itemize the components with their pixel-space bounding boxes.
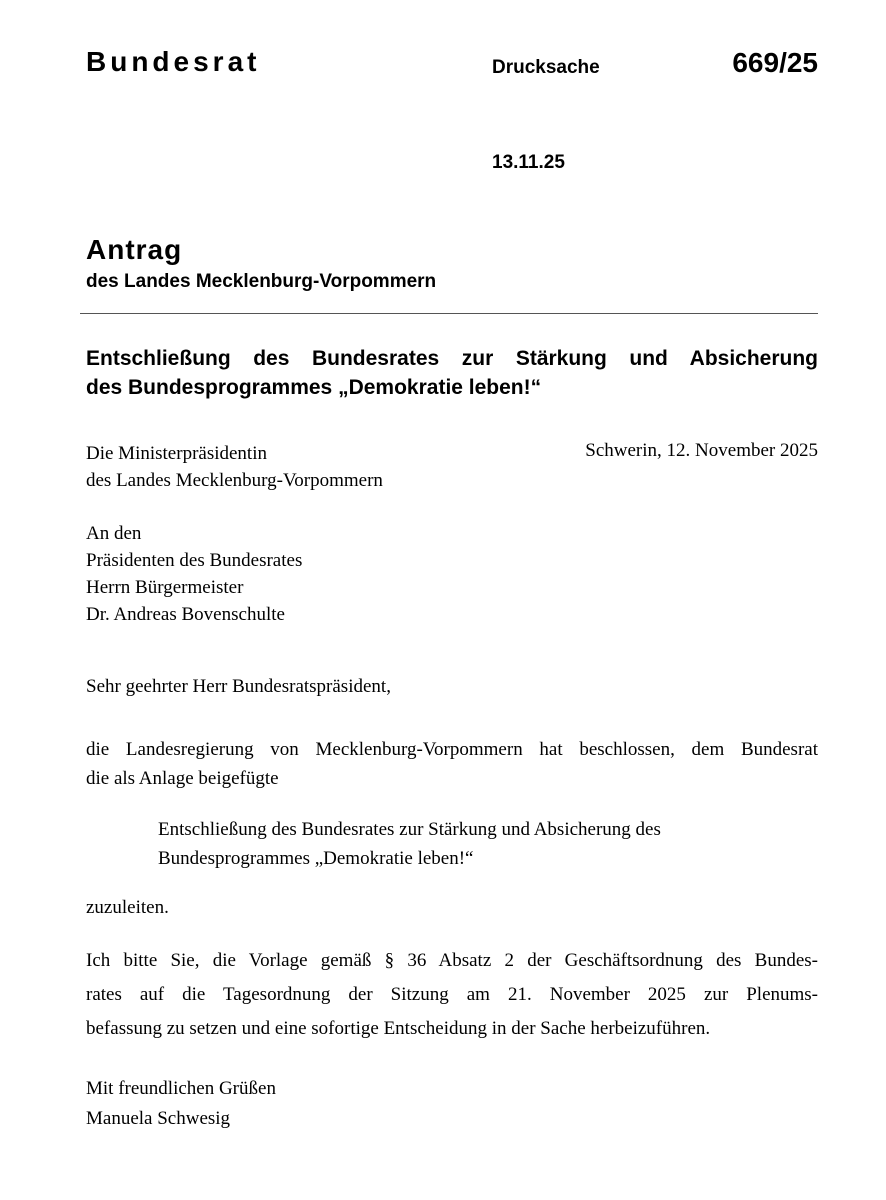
header-divider (80, 313, 818, 314)
quoted-title (158, 815, 661, 873)
subject-title (86, 344, 818, 402)
paragraph-2-line-1: Ich bitte Sie, die Vorlage gemäß § 36 Absatz 2 der Geschäftsordnung des Bundes- (86, 950, 818, 971)
sender-block (86, 440, 383, 494)
recipient-line-3: Herrn Bürgermeister (86, 577, 244, 598)
subject-title-line-1: Entschließung des Bundesrates zur Stärkung und Absicherung (86, 347, 818, 370)
institution-name: Bundesrat (86, 46, 261, 77)
document-date: 13.11.25 (492, 152, 565, 173)
closing-block (86, 1074, 276, 1134)
paragraph-2-line-3: befassung zu setzen und eine sofortige Entscheidung in der Sache herbeizuführen. (86, 1018, 711, 1039)
quoted-title-line-1: Entschließung des Bundesrates zur Stärkung und Absicherung des (158, 819, 661, 840)
drucksache-label: Drucksache (492, 57, 600, 78)
subject-title-line-2: des Bundesprogrammes „Demokratie leben!“ (86, 376, 542, 399)
signatory-name: Manuela Schwesig (86, 1108, 231, 1129)
closing-greeting: Mit freundlichen Grüßen (86, 1078, 276, 1099)
recipient-block (86, 520, 302, 628)
paragraph-2-line-2: rates auf die Tagesordnung der Sitzung am 21. November 2025 zur Plenums- (86, 984, 818, 1005)
antrag-heading: Antrag (86, 234, 183, 265)
recipient-line-1: An den (86, 523, 142, 544)
quoted-title-line-2: Bundesprogrammes „Demokratie leben!“ (158, 848, 474, 869)
zuzuleiten-text: zuzuleiten. (86, 897, 169, 918)
paragraph-1-line-2: die als Anlage beigefügte (86, 768, 279, 789)
place-date: Schwerin, 12. November 2025 (585, 440, 818, 461)
sender-line-1: Die Ministerpräsidentin (86, 443, 267, 464)
paragraph-2 (86, 944, 818, 1046)
antrag-subtitle: des Landes Mecklenburg-Vorpommern (86, 271, 437, 292)
recipient-line-4: Dr. Andreas Bovenschulte (86, 604, 285, 625)
paragraph-1-line-1: die Landesregierung von Mecklenburg-Vorpommern hat beschlossen, dem Bundesrat (86, 739, 818, 760)
salutation: Sehr geehrter Herr Bundesratspräsident, (86, 676, 391, 697)
paragraph-1 (86, 735, 818, 793)
sender-line-2: des Landes Mecklenburg-Vorpommern (86, 470, 383, 491)
drucksache-number: 669/25 (732, 47, 818, 78)
recipient-line-2: Präsidenten des Bundesrates (86, 550, 303, 571)
